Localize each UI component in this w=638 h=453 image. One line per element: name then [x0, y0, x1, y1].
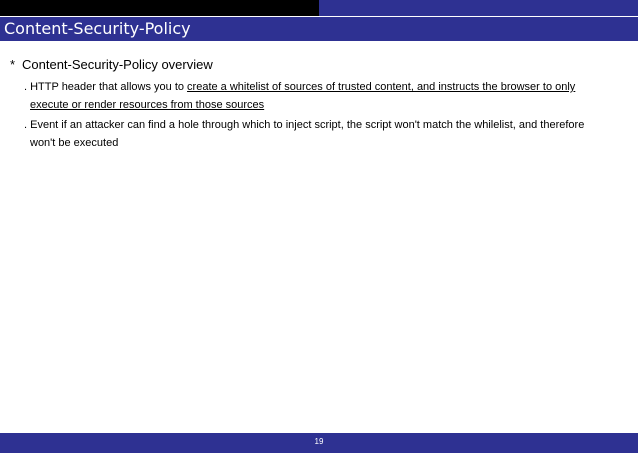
title-band [0, 17, 638, 41]
sub-point-1-line-2 [24, 96, 620, 114]
sub-point-2-line-1: . Event if an attacker can find a hole through which to inject script, the script won't match the whilelist, and therefore [24, 119, 585, 131]
bullet-marker: * [10, 57, 16, 72]
slide-content [10, 56, 620, 154]
bullet-heading [10, 56, 620, 74]
footer-band [0, 433, 638, 453]
heading-text: Content-Security-Policy overview [22, 57, 213, 72]
slide-title: Content-Security-Policy [4, 19, 191, 38]
sub-point-1 [10, 78, 620, 114]
page-number: 19 [314, 437, 324, 446]
sub-point-2 [10, 116, 620, 152]
sub-point-1-prefix: . HTTP header that allows you to [24, 81, 188, 93]
sub-point-1-underlined-1: create a whitelist of sources of trusted content, and instructs the browser to only [187, 81, 576, 93]
top-bar-dark [0, 0, 319, 16]
sub-point-1-underlined-2: execute or render resources from those sources [30, 99, 265, 111]
sub-point-2-line-2: won't be executed [30, 137, 119, 149]
sub-point-1-line-1 [24, 78, 620, 96]
top-bar-blue [319, 0, 638, 16]
